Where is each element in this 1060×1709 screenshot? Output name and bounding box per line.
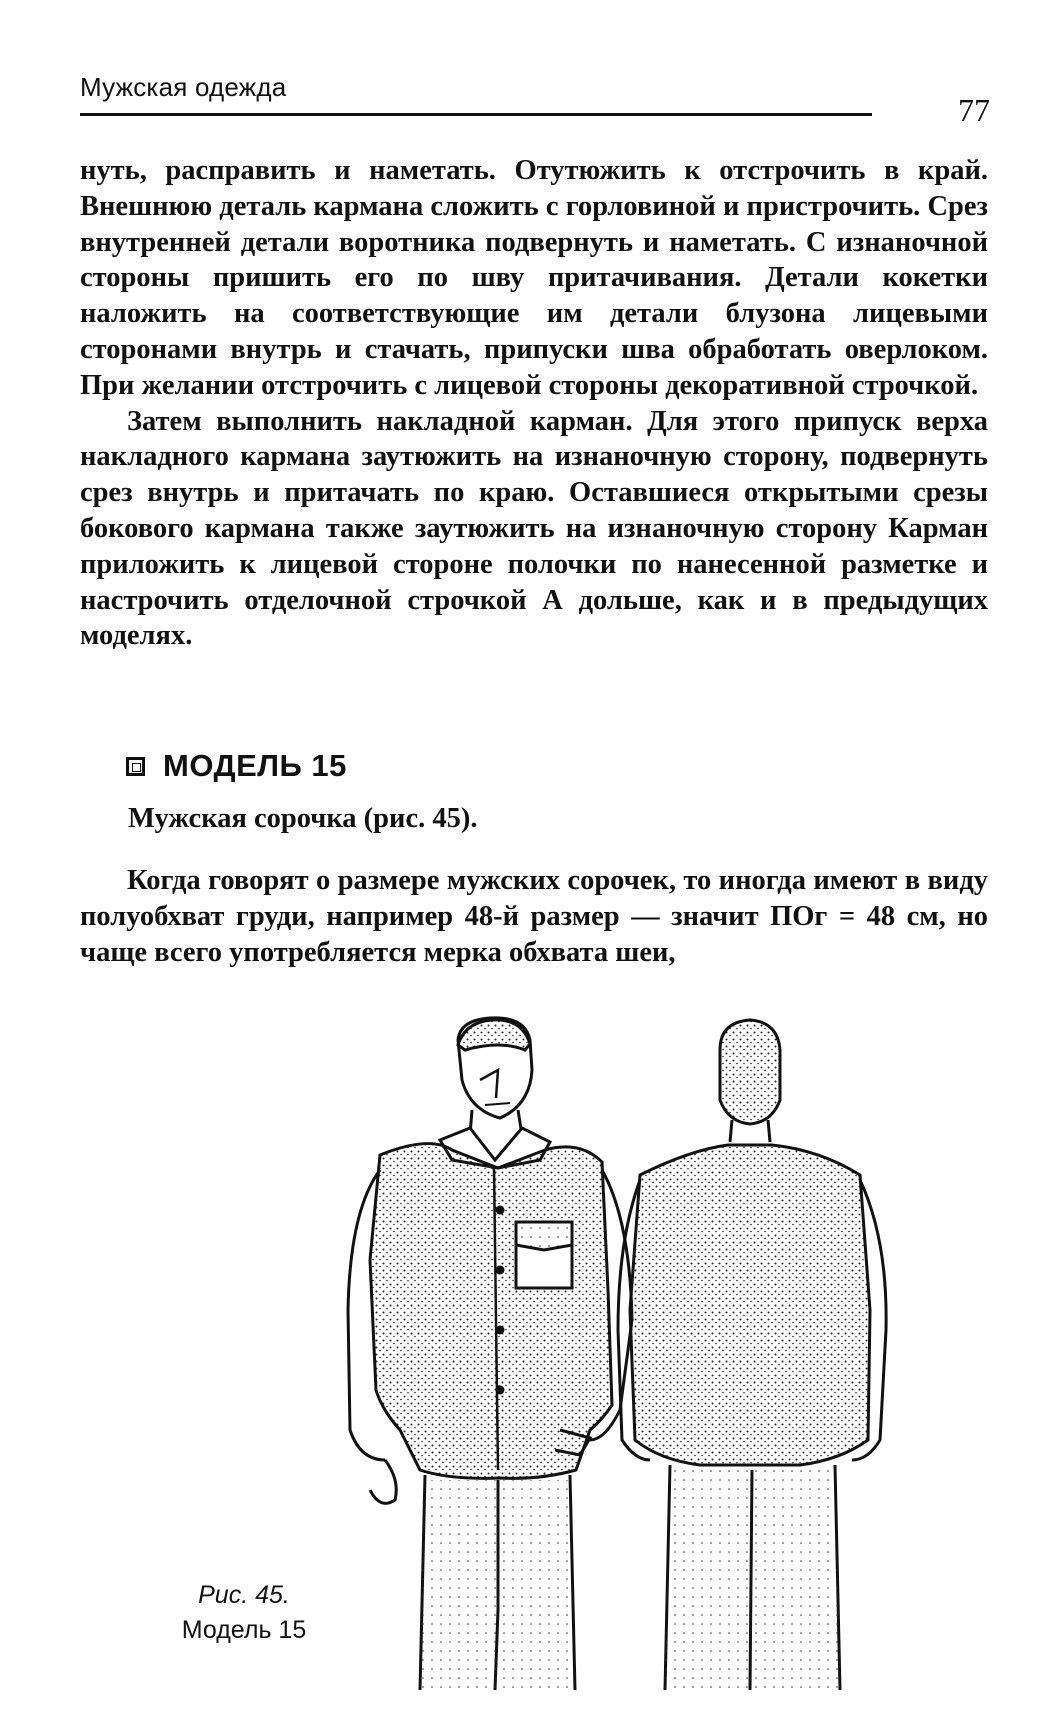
paragraph: Затем выполнить накладной карман. Для этого припуск верха накладного кармана заутюжить на изнаночную сторону, подвернуть срез внутрь и притачать по краю. Оставшиеся открытыми срезы бокового кармана также заутюжить на изнаночную сторону Карман приложить к лицевой стороне полочки по нанесенной разметке и настрочить отделочной строчкой А дольше, как и в предыдущих моделях. xyxy=(80,405,988,652)
paragraph: нуть, расправить и наметать. Отутюжить к отстрочить в край. Внешнюю деталь кармана сложить с горловиной и пристрочить. Срез внутренней детали воротника подвернуть и наметать. С изнаночной стороны пришить его по шву притачивания. Детали кокетки наложить на соответствующие им детали блузона лицевыми сторонами внутрь и стачать, припуски шва обработать оверлоком. При желании отстрочить с лицевой стороны декоративной строчкой. xyxy=(80,155,988,401)
body-text-bottom xyxy=(80,863,988,970)
header-rule xyxy=(80,113,872,116)
section-subtitle: Мужская сорочка (рис. 45). xyxy=(128,803,478,834)
page-number: 77 xyxy=(958,92,990,128)
running-head: Мужская одежда xyxy=(80,72,287,102)
figure-caption-title: Модель 15 xyxy=(181,1616,307,1644)
figure xyxy=(340,1010,990,1700)
figure-caption-number: Рис. 45. xyxy=(198,1581,290,1609)
body-text-top xyxy=(80,153,988,654)
shirt-illustration xyxy=(340,1010,990,1700)
front-view-figure xyxy=(348,1018,632,1690)
paragraph: Когда говорят о размере мужских сорочек, то иногда имеют в виду полуобхват груди, например 48-й размер — значит ПОг = 48 см, но чаще всего употребляется мерка обхвата шеи, xyxy=(80,865,988,968)
back-view-figure xyxy=(618,1020,886,1690)
square-bullet-icon xyxy=(126,757,145,776)
section-title: МОДЕЛЬ 15 xyxy=(163,748,347,783)
section-heading xyxy=(126,748,347,784)
figure-caption xyxy=(160,1578,328,1648)
